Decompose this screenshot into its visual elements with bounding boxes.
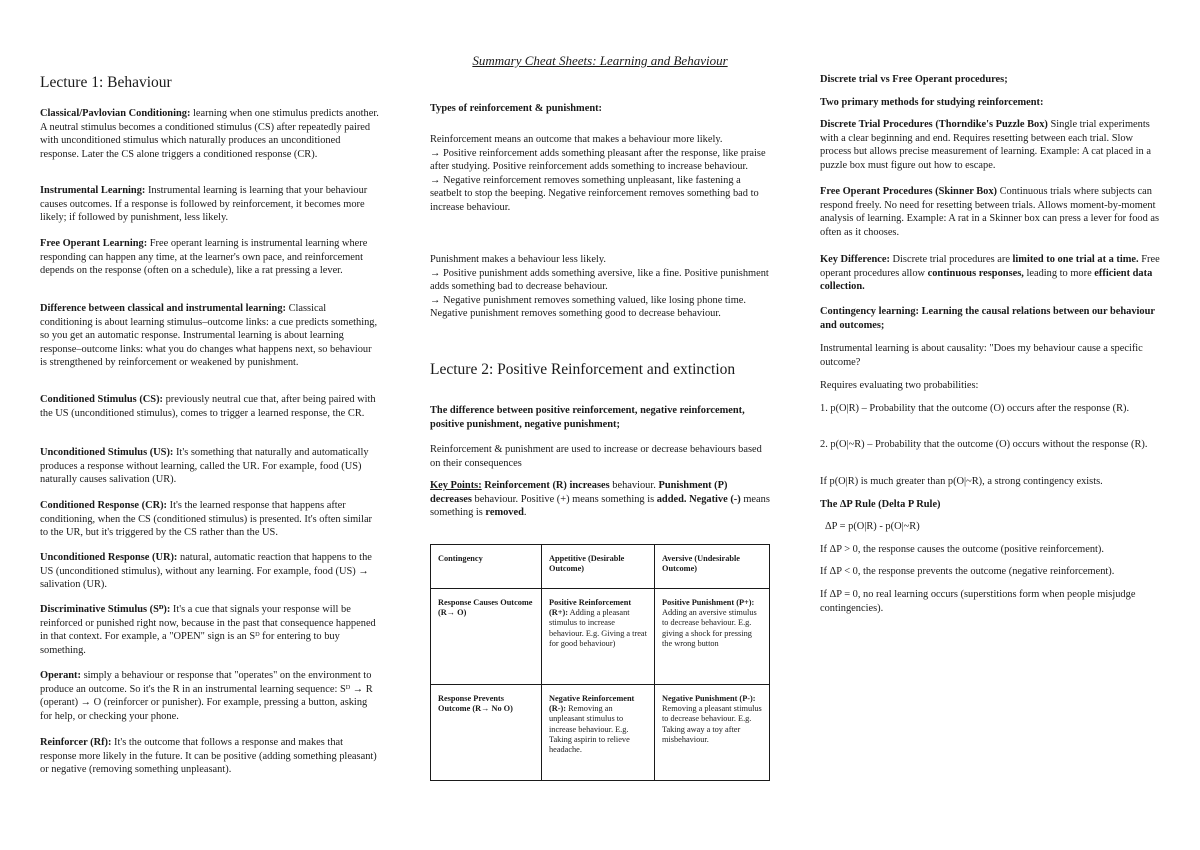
table-cell-appetitive: Negative Reinforcement (R-): Removing an unpleasant stimulus to increase behaviour. E.g. Taking aspirin to relieve headache. xyxy=(542,685,655,781)
definition-instrumental: Instrumental Learning: Instrumental learning is learning that your behaviour causes outcomes. If a response is followed by reinforcement, it becomes more likely; if followed by punishment, less likely. xyxy=(40,185,368,224)
difference-heading: The difference between positive reinforcement, negative reinforcement, positive punishment, negative punishment; xyxy=(430,405,745,430)
delta-p-heading: The ΔP Rule (Delta P Rule) xyxy=(820,499,941,510)
definition-operant: Operant: simply a behaviour or response that "operates" on the environment to produce an outcome. So it's the R in an instrumental learning sequence: Sᴰ → R (operant) → O (reinforcer or punisher). For example, pressing a button, asking for help, or checking your phone. xyxy=(40,670,373,722)
delta-p-formula: ΔP = p(O|R) - p(O|~R) xyxy=(825,521,920,532)
probability-2: 2. p(O|~R) – Probability that the outcome (O) occurs without the response (R). xyxy=(820,439,1148,450)
table-header-cell: Contingency xyxy=(431,545,542,589)
contingency-learning-text: Instrumental learning is about causality: "Does my behaviour cause a specific outcome? xyxy=(820,343,1143,368)
probability-1: 1. p(O|R) – Probability that the outcome (O) occurs after the response (R). xyxy=(820,403,1130,414)
definition-us: Unconditioned Stimulus (US): It's something that naturally and automatically produces a response without learning, called the UR. For example, food (US) naturally causes salivation (UR). xyxy=(40,447,369,486)
table-cell-appetitive: Positive Reinforcement (R+): Adding a pleasant stimulus to increase behaviour. E.g. Giving a treat for good behaviour) xyxy=(542,589,655,685)
table-cell-contingency: Response Causes Outcome (R→ O) xyxy=(431,589,542,685)
delta-p-zero: If ΔP = 0, no real learning occurs (superstitions form when people misjudge contingencies). xyxy=(820,589,1136,614)
reinforcement-line: → Positive reinforcement adds something pleasant after the response, like praise after studying. Positive reinforcement adds something to increase behaviour. xyxy=(430,147,766,173)
key-difference-text: Key Difference: Discrete trial procedures are limited to one trial at a time. Free operant procedures allow continuous responses, leading to more efficient data collection. xyxy=(820,254,1160,293)
punishment-line: → Positive punishment adds something aversive, like a fine. Positive punishment adds something bad to decrease behaviour. xyxy=(430,267,769,293)
contingency-rule: If p(O|R) is much greater than p(O|~R), a strong contingency exists. xyxy=(820,476,1103,487)
punishment-line: Punishment makes a behaviour less likely. xyxy=(430,254,606,265)
definition-discriminative-stimulus: Discriminative Stimulus (Sᴰ): It's a cue that signals your response will be reinforced or punished right now, because in the past that consequence happened in that context. For example, a "OPEN" sign is an Sᴰ for entering to buy something. xyxy=(40,604,376,656)
table-header-cell: Aversive (Undesirable Outcome) xyxy=(655,545,770,589)
punishment-line: → Negative punishment removes something valued, like losing phone time. Negative punishment removes something good to decrease behaviour. xyxy=(430,294,746,320)
definition-reinforcer: Reinforcer (Rf): It's the outcome that follows a response and makes that response more likely in the future. It can be positive (adding something pleasant) or negative (removing something unpleasant). xyxy=(40,737,377,776)
procedures-heading: Discrete trial vs Free Operant procedures; xyxy=(820,74,1008,85)
reinforcement-block xyxy=(430,133,770,215)
reinforcement-line: → Negative reinforcement removes something unpleasant, like fastening a seatbelt to stop the beeping. Negative reinforcement removes something bad to increase behaviour. xyxy=(430,174,759,213)
definition-cr: Conditioned Response (CR): It's the learned response that happens after conditioning, when the CS (conditioned stimulus) is presented. It's often similar to the UR, but it's triggered by the CS rather than the US. xyxy=(40,500,373,539)
key-points: Key Points: Reinforcement (R) increases behaviour. Punishment (P) decreases behaviour. Positive (+) means something is added. Negative (-) means something is removed. xyxy=(430,480,770,519)
contingency-learning-heading: Contingency learning: Learning the causal relations between our behaviour and outcomes; xyxy=(820,306,1155,331)
delta-p-positive: If ΔP > 0, the response causes the outcome (positive reinforcement). xyxy=(820,544,1104,555)
types-heading: Types of reinforcement & punishment: xyxy=(430,103,603,114)
requires-text: Requires evaluating two probabilities: xyxy=(820,380,979,391)
table-header-row xyxy=(431,545,770,589)
table-row xyxy=(431,589,770,685)
table-header-cell: Appetitive (Desirable Outcome) xyxy=(542,545,655,589)
punishment-block xyxy=(430,253,770,321)
definition-difference: Difference between classical and instrumental learning: Classical conditioning is about learning stimulus–outcome links: a cue predicts something, so you get an automatic response. Instrumental learning is about learning response–outcome links: what you do changes what happens next, so behaviour is strengthened by reinforcement or weakened by punishment. xyxy=(40,303,378,369)
intro-text: Reinforcement & punishment are used to increase or decrease behaviours based on their consequences xyxy=(430,444,762,469)
reinforcement-line: Reinforcement means an outcome that makes a behaviour more likely. xyxy=(430,134,723,145)
definition-classical: Classical/Pavlovian Conditioning: learning when one stimulus predicts another. A neutral stimulus becomes a conditioned stimulus (CS) after repeatedly paired with unconditioned stimulus which naturally produces an unconditioned response. Later the CS alone triggers a conditioned response (CR). xyxy=(40,108,379,160)
delta-p-negative: If ΔP < 0, the response prevents the outcome (negative reinforcement). xyxy=(820,566,1115,577)
table-cell-contingency: Response Prevents Outcome (R→ No O) xyxy=(431,685,542,781)
contingency-table xyxy=(430,544,770,781)
table-cell-aversive: Negative Punishment (P-): Removing a pleasant stimulus to decrease behaviour. E.g. Taking away a toy after misbehaviour. xyxy=(655,685,770,781)
table-row xyxy=(431,685,770,781)
discrete-trial-text: Discrete Trial Procedures (Thorndike's Puzzle Box) Single trial experiments with a clear beginning and end. Requires resetting between each trial. Slow process but allows precise measurement of learning. Example: A cat placed in a puzzle box must figure out how to escape. xyxy=(820,119,1151,171)
definition-free-operant: Free Operant Learning: Free operant learning is instrumental learning where responding can happen any time, at the learner's own pace, and reinforcement depends on the response (often on a schedule), like a rat pressing a lever. xyxy=(40,238,368,277)
free-operant-text: Free Operant Procedures (Skinner Box) Continuous trials where subjects can respond freely. No need for resetting between trials. Allows moment-by-moment analysis of learning. Example: A rat in a Skinner box can press a lever for food as often as it chooses. xyxy=(820,186,1160,238)
methods-heading: Two primary methods for studying reinforcement: xyxy=(820,97,1044,108)
definition-ur: Unconditioned Response (UR): natural, automatic reaction that happens to the US (unconditioned stimulus), without any learning. For example, food (US) → salivation (UR). xyxy=(40,552,372,591)
table-cell-aversive: Positive Punishment (P+): Adding an aversive stimulus to decrease behaviour. E.g. giving a shock for pressing the wrong button xyxy=(655,589,770,685)
lecture-2-heading: Lecture 2: Positive Reinforcement and extinction xyxy=(430,361,736,378)
page-title: Summary Cheat Sheets: Learning and Behaviour xyxy=(472,53,728,68)
definition-cs: Conditioned Stimulus (CS): previously neutral cue that, after being paired with the US (unconditioned stimulus), comes to trigger a learned response, the CR. xyxy=(40,394,376,419)
lecture-1-heading: Lecture 1: Behaviour xyxy=(40,74,172,91)
